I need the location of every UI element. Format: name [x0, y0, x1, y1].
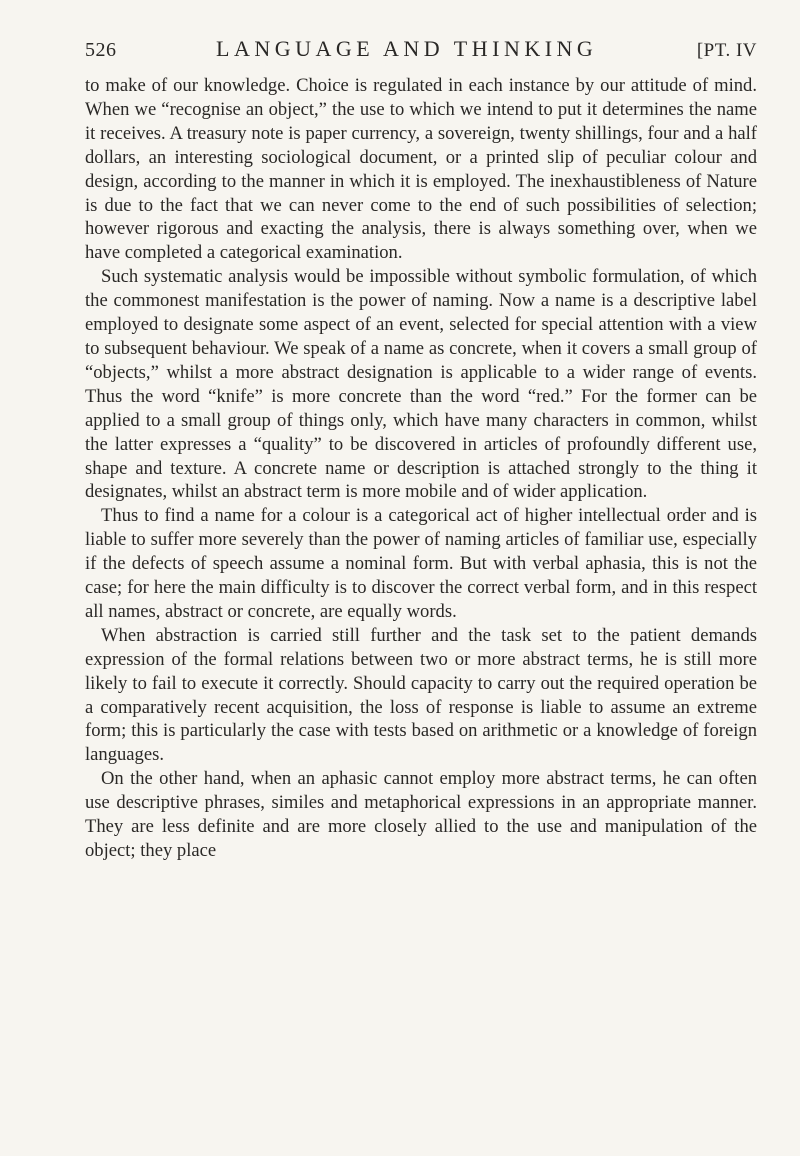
body-text	[85, 74, 757, 863]
page-number: 526	[85, 39, 117, 61]
book-page	[85, 36, 757, 863]
part-label: [PT. IV	[696, 40, 757, 61]
paragraph: On the other hand, when an aphasic cannot employ more abstract terms, he can often use descriptive phrases, similes and metaphorical expressions in an appropriate manner. They are less definite and are more closely allied to the use and manipulation of the object; they place	[85, 768, 757, 861]
paragraph: to make of our knowledge. Choice is regulated in each instance by our attitude of mind. When we “recognise an object,” the use to which we intend to put it determines the name it receives. A treasury note is paper currency, a sovereign, twenty shillings, four and a half dollars, an interesting sociological document, or a printed slip of peculiar colour and design, according to the manner in which it is employed. The inexhaustibleness of Nature is due to the fact that we can never come to the end of such possibilities of selection; however rigorous and exacting the analysis, there is always something over, when we have completed a categorical examination.	[85, 75, 757, 264]
paragraph: Thus to find a name for a colour is a categorical act of higher intellectual order and is liable to suffer more severely than the power of naming articles of familiar use, especially if the defects of speech assume a nominal form. But with verbal aphasia, this is not the case; for here the main difficulty is to discover the correct verbal form, and in this respect all names, abstract or concrete, are equally words.	[85, 505, 757, 622]
book-title: LANGUAGE AND THINKING	[216, 36, 598, 61]
paragraph: Such systematic analysis would be impossible without symbolic formulation, of which the commonest manifestation is the power of naming. Now a name is a descriptive label employed to designate some aspect of an event, selected for special attention with a view to subsequent behaviour. We speak of a name as concrete, when it covers a small group of “objects,” whilst a more abstract designation is applicable to a wider range of events. Thus the word “knife” is more concrete than the word “red.” For the former can be applied to a small group of things only, which have many characters in common, whilst the latter expresses a “quality” to be discovered in articles of profoundly different use, shape and texture. A concrete name or description is attached strongly to the thing it designates, whilst an abstract term is more mobile and of wider application.	[85, 266, 757, 503]
running-head	[85, 36, 757, 64]
paragraph: When abstraction is carried still further and the task set to the patient demands expression of the formal relations between two or more abstract terms, he is still more likely to fail to execute it correctly. Should capacity to carry out the required operation be a comparatively recent acquisition, the loss of response is liable to assume an extreme form; this is particularly the case with tests based on arithmetic or a knowledge of foreign languages.	[85, 624, 757, 766]
